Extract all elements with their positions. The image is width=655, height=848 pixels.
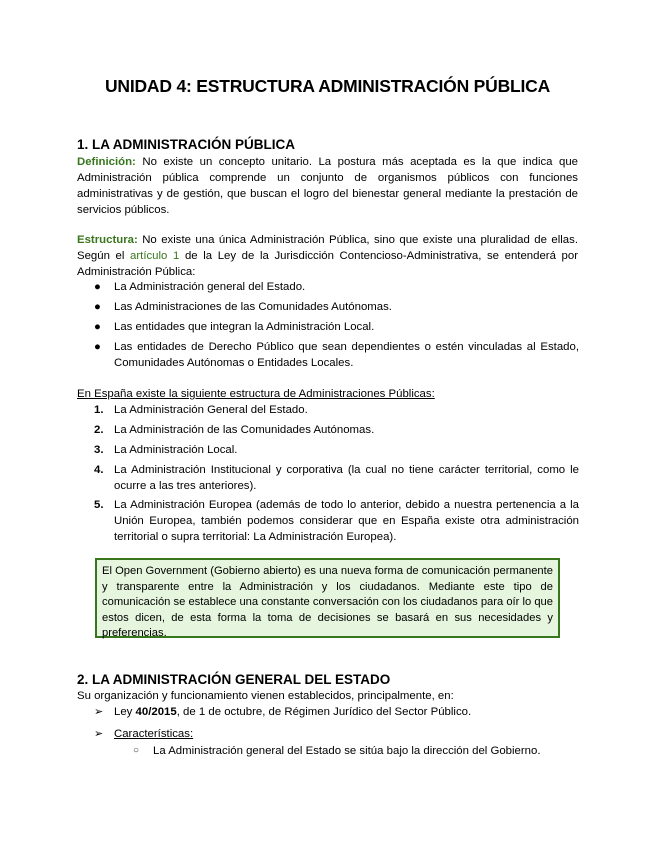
arrow-icon: ➢: [94, 706, 104, 718]
list-item: ● Las Administraciones de las Comunidades Autónomas.: [94, 301, 392, 313]
circle-bullet-icon: ○: [133, 745, 140, 756]
espana-heading: En España existe la siguiente estructura de Administraciones Públicas:: [77, 388, 435, 400]
list-item: ➢ Ley 40/2015, de 1 de octubre, de Régimen Jurídico del Sector Público.: [94, 706, 472, 718]
list-item: ● Las entidades de Derecho Público que sean dependientes o estén vinculadas al Estado, Comunidades Autónomas o Entidades Locales.: [94, 341, 579, 369]
definicion-text: No existe un concepto unitario. La postura más aceptada es la que indica que Administración pública comprende un conjunto de organismos públicos con funciones administrativas y de gestión, que buscan el logro del bienestar general mediante la prestación de servicios públicos.: [77, 156, 578, 216]
numbered-item: 5. La Administración Europea (además de todo lo anterior, debido a nuestra pertenencia a la Unión Europea, también podemos considerar que en España existe otra administración territorial o supra territorial: La Administración Europea).: [94, 499, 579, 543]
ley-number: 40/2015: [135, 706, 177, 718]
bullet-icon: ●: [94, 321, 101, 333]
section-2-intro: Su organización y funcionamiento vienen establecidos, principalmente, en:: [77, 690, 454, 702]
bullet-icon: ●: [94, 341, 101, 353]
list-item: [94, 726, 579, 742]
arrow-icon: ➢: [94, 728, 104, 740]
numbered-item: 3. La Administración Local.: [94, 444, 238, 456]
caracteristicas-heading: Características:: [114, 728, 194, 740]
definicion-label: Definición:: [77, 156, 136, 168]
list-item: ● La Administración general del Estado.: [94, 281, 306, 293]
open-government-callout: El Open Government (Gobierno abierto) es una nueva forma de comunicación permanente y transparente entre la Administración y los ciudadanos. Mediante este tipo de comunicación se establece una constante conversación con los ciudadanos para oír lo que estos dicen, de esta forma la toma de decisiones se basará en sus necesidades y preferencias.: [95, 558, 560, 638]
bullet-icon: ●: [94, 301, 101, 313]
estructura-paragraph: [77, 232, 578, 280]
definicion-paragraph: [77, 154, 578, 218]
page-title: UNIDAD 4: ESTRUCTURA ADMINISTRACIÓN PÚBLICA: [104, 76, 551, 96]
estructura-text-1: No existe una única Administración Pública, sino que existe una pluralidad de ellas. Según el: [77, 234, 578, 262]
articulo-1-link[interactable]: artículo 1: [130, 250, 180, 262]
bullet-icon: ●: [94, 281, 101, 293]
numbered-item: 2. La Administración de las Comunidades Autónomas.: [94, 424, 375, 436]
section-2-heading: 2. LA ADMINISTRACIÓN GENERAL DEL ESTADO: [77, 672, 391, 687]
estructura-text-2: de la Ley de la Jurisdicción Contencioso-Administrativa, se entenderá por Administración Pública:: [77, 250, 578, 278]
section-1-heading: 1. LA ADMINISTRACIÓN PÚBLICA: [77, 137, 295, 152]
list-item: ○ La Administración general del Estado se sitúa bajo la dirección del Gobierno.: [133, 745, 541, 757]
numbered-item: 4. La Administración Institucional y corporativa (la cual no tiene carácter territorial, como le ocurre a las tres anteriores).: [94, 464, 579, 492]
numbered-item: 1. La Administración General del Estado.: [94, 404, 308, 416]
list-item: ● Las entidades que integran la Administración Local.: [94, 321, 375, 333]
estructura-label: Estructura:: [77, 234, 138, 246]
